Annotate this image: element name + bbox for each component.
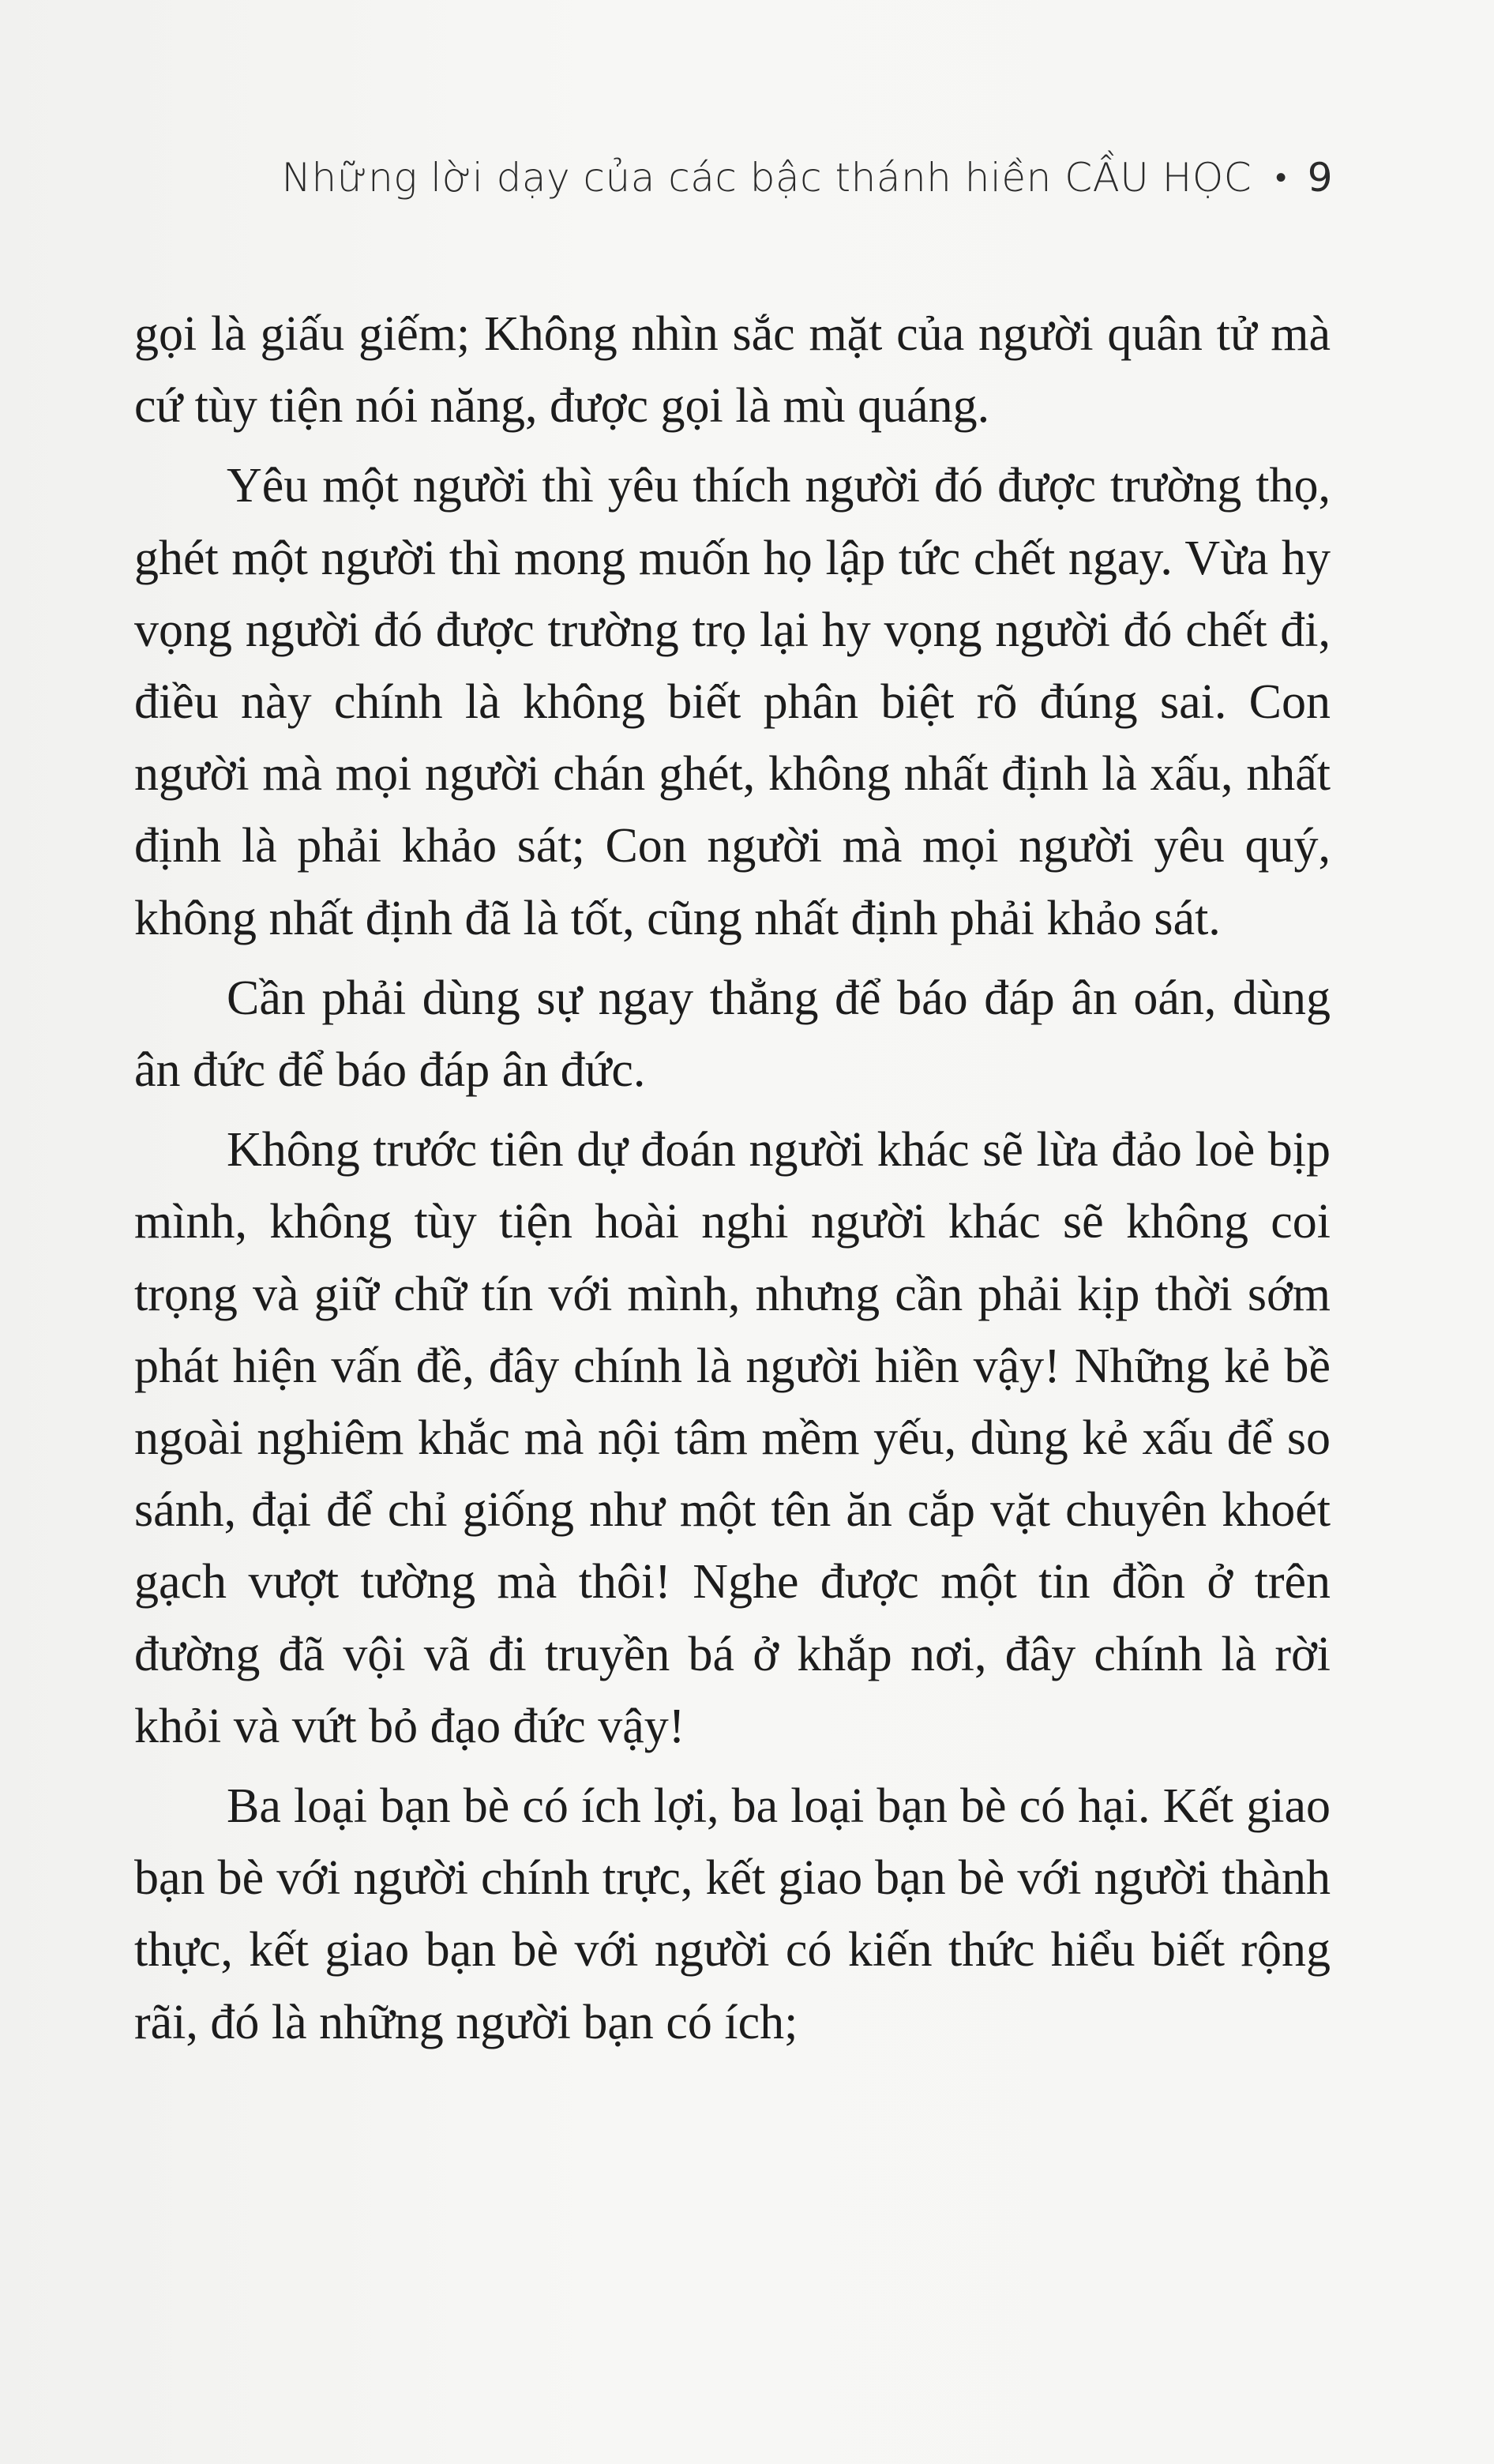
body-text <box>134 299 1331 2059</box>
header-bullet: • <box>1275 160 1287 196</box>
running-header <box>134 155 1333 201</box>
paragraph-5: Ba loại bạn bè có ích lợi, ba loại bạn bè có hại. Kết giao bạn bè với người chính trực, kết giao bạn bè với người thành thực, kết giao bạn bè với người có kiến thức hiểu biết rộng rãi, đó là những người bạn có ích; <box>134 1779 1331 2049</box>
paragraph-4: Không trước tiên dự đoán người khác sẽ lừa đảo loè bịp mình, không tùy tiện hoài nghi người khác sẽ không coi trọng và giữ chữ tín với mình, nhưng cần phải kịp thời sớm phát hiện vấn đề, đây chính là người hiền vậy! Những kẻ bề ngoài nghiêm khắc mà nội tâm mềm yếu, dùng kẻ xấu để so sánh, đại để chỉ giống như một tên ăn cắp vặt chuyên khoét gạch vượt tường mà thôi! Nghe được một tin đồn ở trên đường đã vội vã đi truyền bá ở khắp nơi, đây chính là rời khỏi và vứt bỏ đạo đức vậy! <box>134 1123 1331 1753</box>
page-number: 9 <box>1307 155 1333 201</box>
book-title: Những lời dạy của các bậc thánh hiền <box>281 155 1052 201</box>
paragraph-1: gọi là giấu giếm; Không nhìn sắc mặt của người quân tử mà cứ tùy tiện nói năng, được gọi là mù quáng. <box>134 307 1331 434</box>
section-title: CẦU HỌC <box>1064 155 1252 201</box>
paragraph-2: Yêu một người thì yêu thích người đó được trường thọ, ghét một người thì mong muốn họ lập tức chết ngay. Vừa hy vọng người đó được trường trọ lại hy vọng người đó chết đi, điều này chính là không biết phân biệt rõ đúng sai. Con người mà mọi người chán ghét, không nhất định là xấu, nhất định là phải khảo sát; Con người mà mọi người yêu quý, không nhất định đã là tốt, cũng nhất định phải khảo sát. <box>134 459 1331 945</box>
paragraph-3: Cần phải dùng sự ngay thẳng để báo đáp ân oán, dùng ân đức để báo đáp ân đức. <box>134 971 1331 1098</box>
